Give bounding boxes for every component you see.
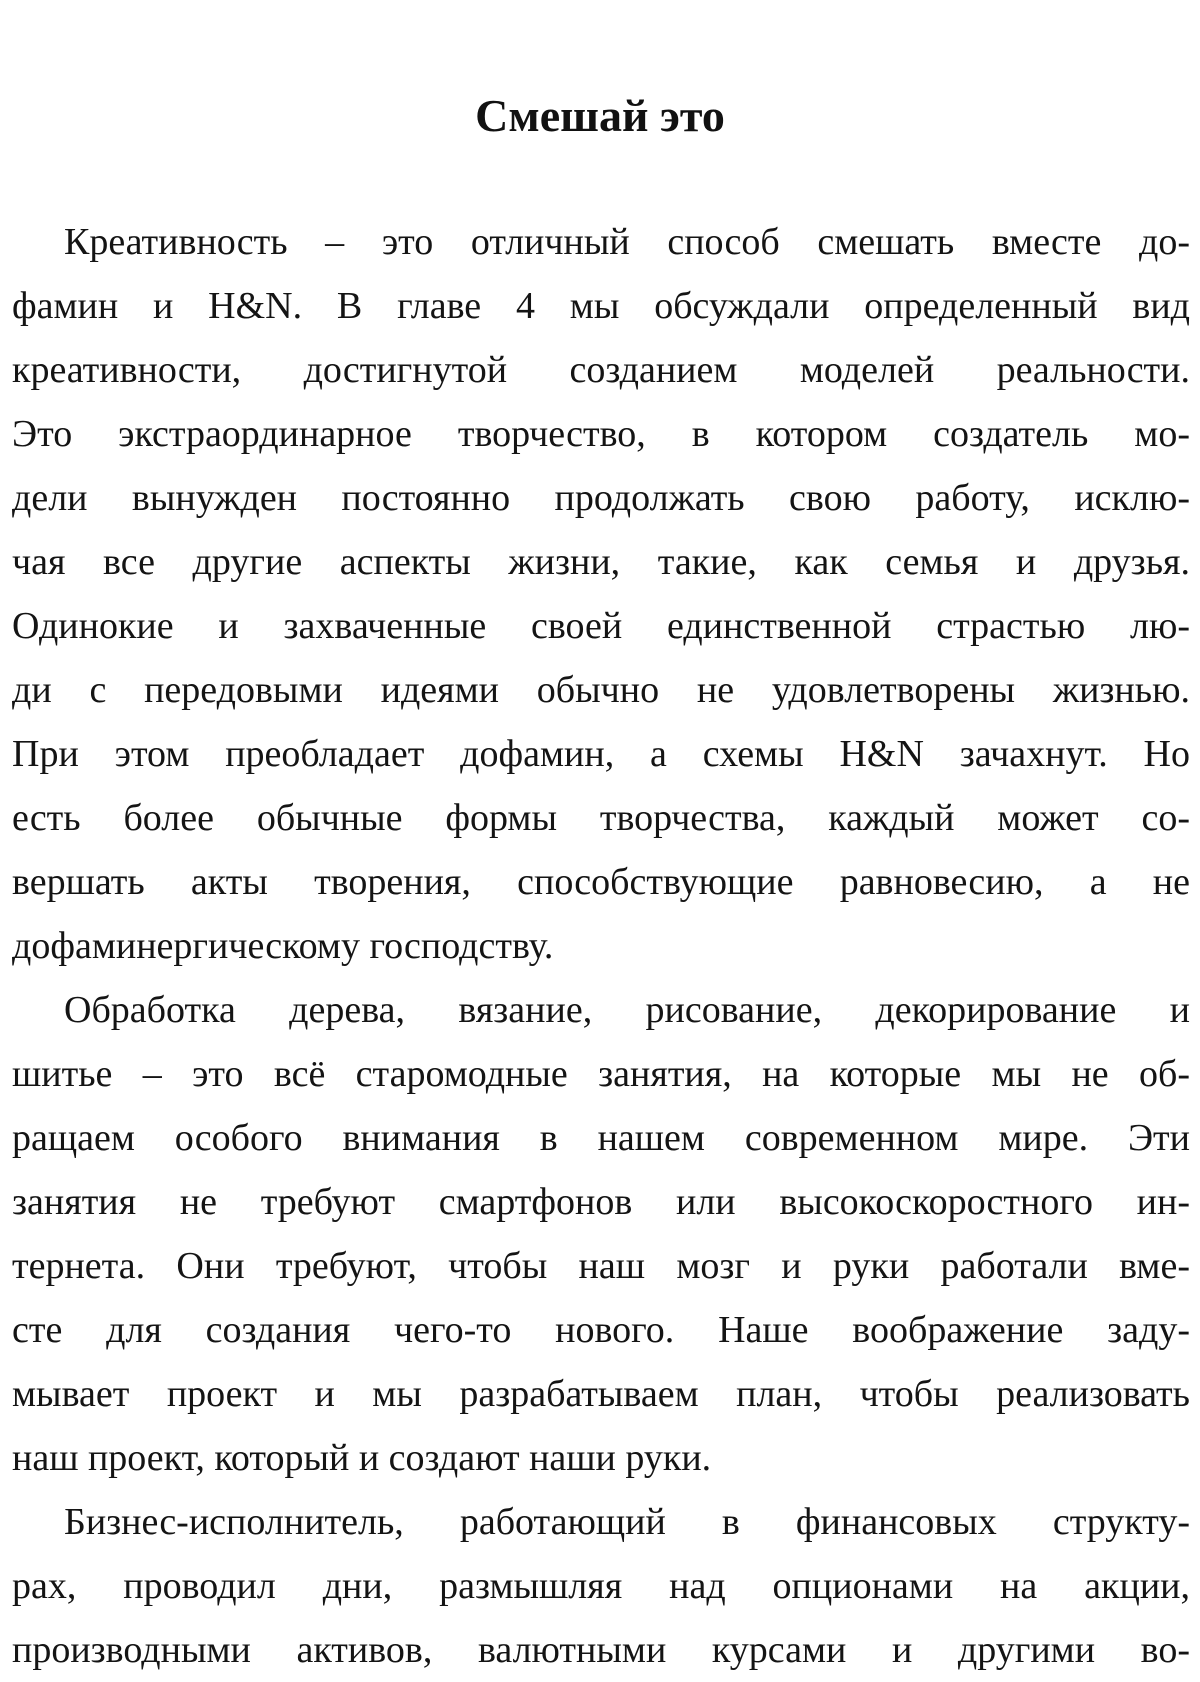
text-line: мывает проект и мы разрабатываем план, чтобы реализовать [12,1373,1190,1415]
text-line: чая все другие аспекты жизни, такие, как семья и друзья. [12,541,1190,583]
text-line: Обработка дерева, вязание, рисование, декорирование и [64,989,1190,1031]
text-line: сте для создания чего-то нового. Наше воображение заду- [12,1309,1190,1351]
text-line: фамин и H&N. В главе 4 мы обсуждали определенный вид [12,285,1190,327]
text-line: Это экстраординарное творчество, в котором создатель мо- [12,413,1190,455]
text-line: Креативность – это отличный способ смешать вместе до- [64,221,1190,263]
text-line: дофаминергическому господству. [12,925,554,967]
text-line: тернета. Они требуют, чтобы наш мозг и руки работали вме- [12,1245,1190,1287]
text-line: креативности, достигнутой созданием моделей реальности. [12,349,1190,391]
text-line: занятия не требуют смартфонов или высокоскоростного ин- [12,1181,1190,1223]
text-line: При этом преобладает дофамин, а схемы H&N зачахнут. Но [12,733,1190,775]
text-line: рах, проводил дни, размышляя над опционами на акции, [12,1565,1190,1607]
paragraph-3 [12,1490,1190,1682]
text-line: есть более обычные формы творчества, каждый может со- [12,797,1190,839]
section-title: Смешай это [475,90,725,141]
text-line: вершать акты творения, способствующие равновесию, а не [12,861,1190,903]
body-text [12,210,1190,1682]
text-line: Бизнес-исполнитель, работающий в финансовых структу- [64,1501,1190,1543]
text-line: Одинокие и захваченные своей единственной страстью лю- [12,605,1190,647]
text-line: ди с передовыми идеями обычно не удовлетворены жизнью. [12,669,1190,711]
text-line: ращаем особого внимания в нашем современном мире. Эти [12,1117,1190,1159]
text-line: дели вынужден постоянно продолжать свою работу, исклю- [12,477,1190,519]
paragraph-2 [12,978,1190,1490]
paragraph-1 [12,210,1190,978]
text-line: наш проект, который и создают наши руки. [12,1437,712,1479]
text-line: шитье – это всё старомодные занятия, на которые мы не об- [12,1053,1190,1095]
text-line: производными активов, валютными курсами и другими во- [12,1629,1190,1671]
